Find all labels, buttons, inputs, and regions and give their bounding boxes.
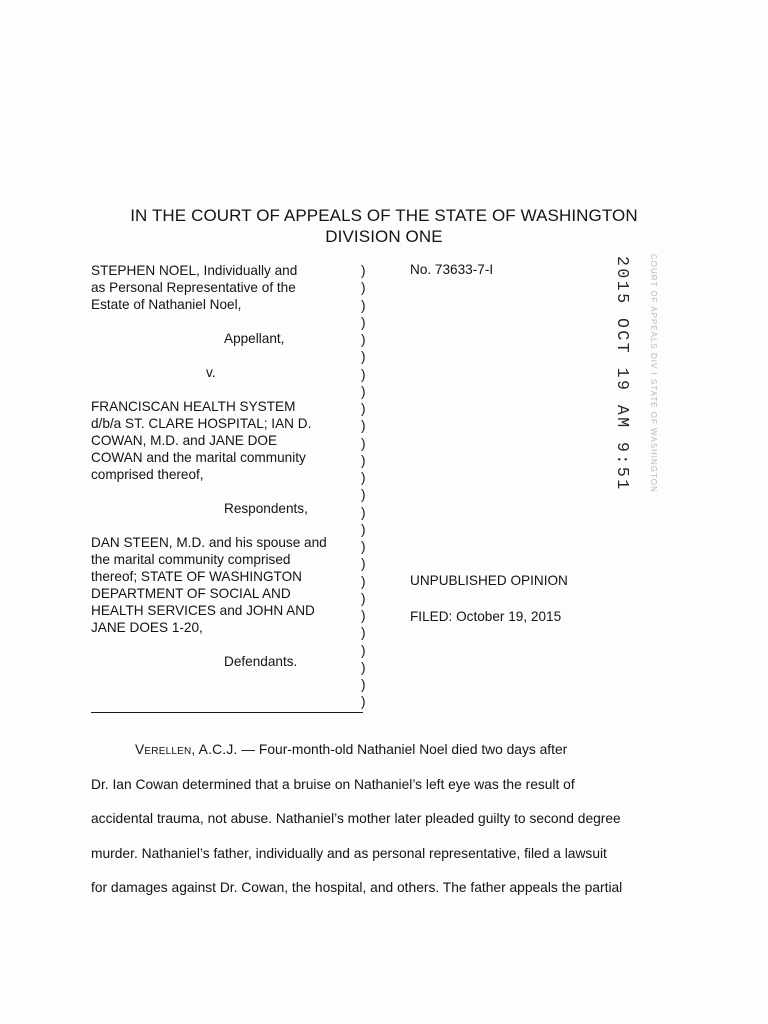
- opinion-line: Dr. Ian Cowan determined that a bruise on Nathaniel’s left eye was the result of: [91, 776, 575, 792]
- caption-paren: ): [361, 470, 366, 485]
- caption-paren: ): [361, 401, 366, 416]
- opinion-line-text: Four-month-old Nathaniel Noel died two days after: [258, 742, 568, 757]
- opinion-line: for damages against Dr. Cowan, the hospital, and others. The father appeals the partial: [91, 880, 623, 895]
- appellant-name-line: Estate of Nathaniel Noel,: [91, 297, 242, 312]
- caption-paren-column: [361, 262, 373, 711]
- stamp-date-text: 2015 OCT 19 AM 9:51: [613, 256, 632, 492]
- defendant-name-line: DAN STEEN, M.D. and his spouse and: [91, 535, 327, 550]
- respondent-name-line: FRANCISCAN HEALTH SYSTEM: [91, 399, 296, 414]
- caption-paren: ): [361, 452, 366, 468]
- respondent-name-line: d/b/a ST. CLARE HOSPITAL; IAN D.: [91, 416, 312, 431]
- caption-paren: ): [361, 539, 366, 554]
- respondent-name-line: comprised thereof,: [91, 467, 204, 482]
- case-caption: [91, 262, 361, 670]
- caption-paren: ): [361, 625, 366, 641]
- court-heading: [0, 205, 768, 247]
- versus-label: v.: [206, 365, 216, 380]
- clerk-filing-stamp: [613, 252, 710, 493]
- opinion-body: [91, 733, 691, 906]
- opinion-type: UNPUBLISHED OPINION: [410, 573, 568, 588]
- court-name: IN THE COURT OF APPEALS OF THE STATE OF WASHINGTON: [130, 206, 638, 225]
- caption-paren: ): [361, 487, 366, 503]
- caption-paren: ): [361, 642, 366, 658]
- caption-paren: ): [361, 366, 366, 382]
- author-dash: —: [237, 742, 259, 757]
- appellant-role: Appellant,: [224, 331, 285, 346]
- defendant-role: Defendants.: [224, 654, 298, 669]
- caption-paren: ): [361, 435, 366, 451]
- filed-date: FILED: October 19, 2015: [410, 609, 562, 624]
- defendant-name-line: JANE DOES 1-20,: [91, 620, 203, 635]
- caption-paren: ): [361, 694, 366, 710]
- caption-underline: [91, 712, 363, 713]
- appellant-name-line: STEPHEN NOEL, Individually and: [91, 263, 298, 278]
- caption-paren: ): [361, 332, 366, 347]
- caption-paren: ): [361, 590, 366, 606]
- respondent-name-line: COWAN, M.D. and JANE DOE: [91, 433, 278, 448]
- defendant-name-line: HEALTH SERVICES and JOHN AND: [91, 603, 315, 618]
- opinion-author: Verellen, A.C.J.: [135, 742, 238, 757]
- respondent-role: Respondents,: [224, 501, 308, 516]
- opinion-line: [91, 733, 691, 768]
- caption-paren: ): [361, 418, 366, 434]
- caption-paren: ): [361, 263, 366, 278]
- caption-paren: ): [361, 314, 366, 330]
- caption-paren: ): [361, 556, 366, 572]
- opinion-line: accidental trauma, not abuse. Nathaniel’s mother later pleaded guilty to second degree: [91, 811, 621, 826]
- defendant-name-line: DEPARTMENT OF SOCIAL AND: [91, 586, 291, 601]
- caption-paren: ): [361, 280, 366, 296]
- court-division: DIVISION ONE: [325, 227, 443, 246]
- appellant-name-line: as Personal Representative of the: [91, 280, 296, 295]
- case-number: No. 73633-7-I: [410, 262, 494, 277]
- caption-paren: ): [361, 608, 366, 623]
- caption-paren: ): [361, 383, 366, 399]
- caption-paren: ): [361, 504, 366, 520]
- caption-paren: ): [361, 521, 366, 537]
- caption-paren: ): [361, 297, 366, 313]
- caption-paren: ): [361, 349, 366, 365]
- defendant-name-line: the marital community comprised: [91, 552, 291, 567]
- stamp-faint-text: COURT OF APPEALS DIV I STATE OF WASHINGTON: [649, 254, 658, 493]
- defendant-name-line: thereof; STATE OF WASHINGTON: [91, 569, 302, 584]
- caption-paren: ): [361, 573, 366, 589]
- respondent-name-line: COWAN and the marital community: [91, 450, 306, 465]
- caption-paren: ): [361, 659, 366, 675]
- caption-paren: ): [361, 677, 366, 692]
- opinion-line: murder. Nathaniel’s father, individually and as personal representative, filed a lawsuit: [91, 845, 607, 861]
